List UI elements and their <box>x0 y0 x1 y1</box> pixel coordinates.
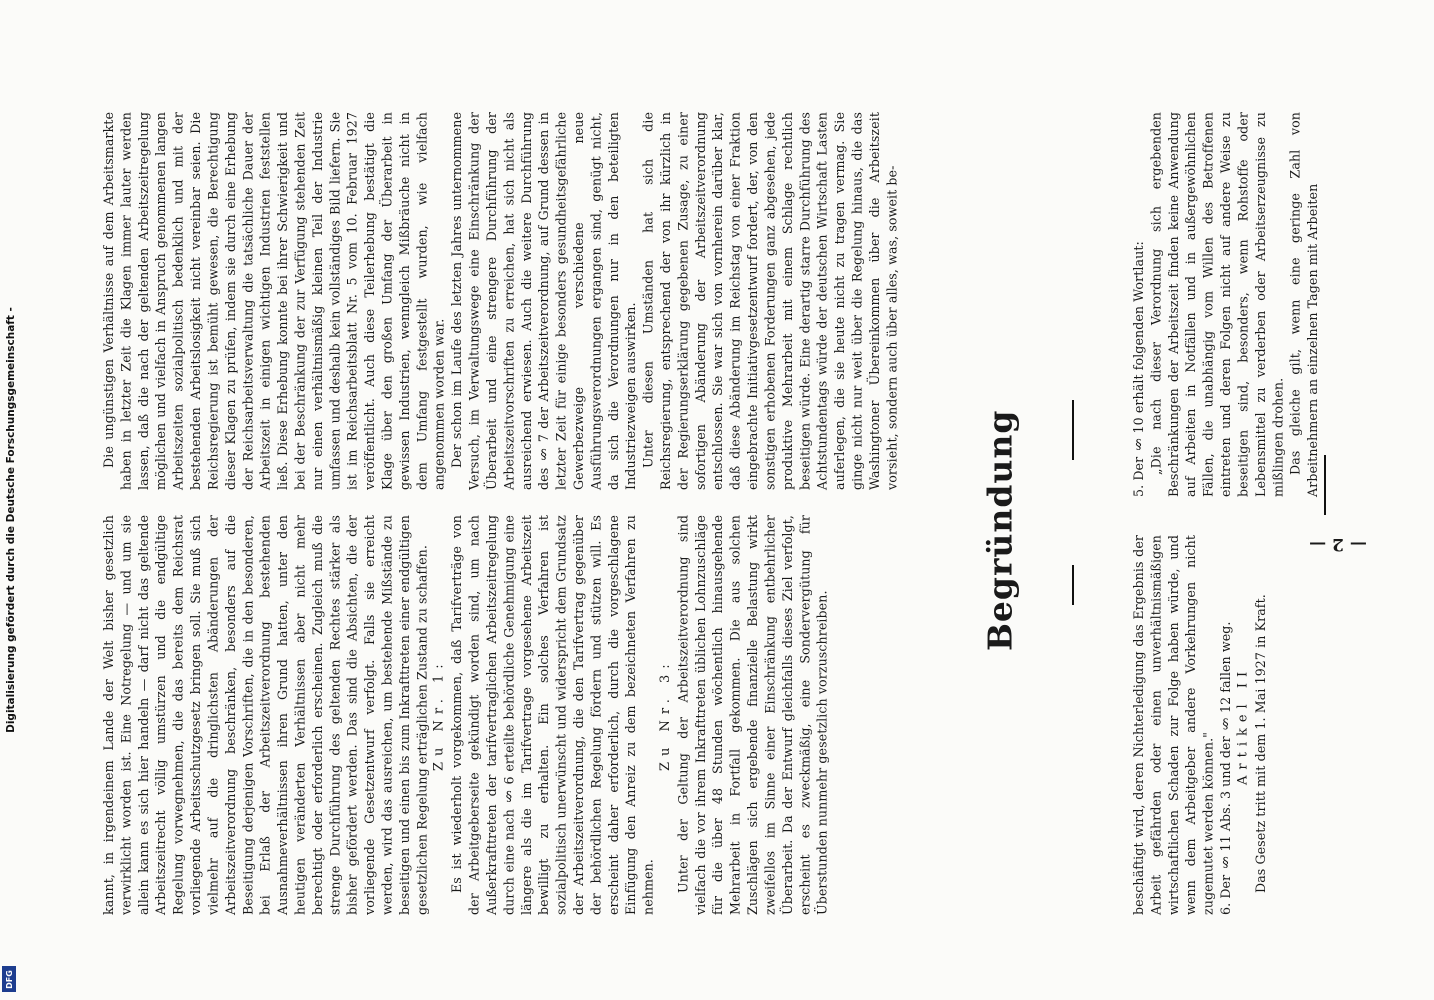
page-number-text: — 2 — <box>1309 534 1367 554</box>
paragraph: Es ist wiederholt vorgekommen, daß Tarifverträge von der Arbeitgeberseite gekündigt worden sind, um nach Außerkrafttreten der tarifvertraglichen Arbeitszeitregelung durch eine nach § 6 erteilte behördliche Genehmigung eine längere als die im Tarifvertrage vorgesehene Arbeitszeit bewilligt zu erhalten. Ein solches Verfahren ist sozialpolitisch unerwünscht und widerspricht dem Grundsatz der Arbeitszeitverordnung, die den Tarifvertrag gegenüber der behördlichen Regelung fördern und stützen will. Es erscheint daher erforderlich, durch die vorgeschlagene Einfügung den Anreiz zu dem bezeichneten Verfahren zu nehmen. <box>449 515 656 915</box>
rule-title-right <box>1072 565 1074 605</box>
paragraph: Das Gesetz tritt mit dem 1. Mai 1927 in Kraft. <box>1252 594 1268 893</box>
paragraph: 6. Der § 11 Abs. 3 und der § 12 fallen weg. <box>1218 621 1234 915</box>
paragraph: kannt, in irgendeinem Lande der Welt bisher gesetzlich verwirklicht worden ist. Eine Notregelung — und um sie allein kann es sich hier handeln — darf nicht das geltende Arbeitszeitrecht völlig umstürzen und die endgültige Regelung vorwegnehmen, die das bereits dem Reichsrat vorliegende Arbeitsschutzgesetz bringen soll. Sie muß sich vielmehr auf die dringlichsten Abänderungen der Arbeitszeitverordnung beschränken, besonders auf die Beseitigung derjenigen Vorschriften, die in den besonderen, bei Erlaß der Arbeitszeitverordnung bestehenden Ausnahmeverhältnissen ihren Grund hatten, unter den heutigen veränderten Verhältnissen aber nicht mehr berechtigt oder erforderlich erscheinen. Zugleich muß die strenge Durchführung des geltenden Rechtes stärker als bisher gefördert werden. Das sind die Absichten, die der vorliegende Gesetzentwurf verfolgt. Falls sie erreicht werden, wird das ausreichen, um bestehende Mißstände zu beseitigen und einen bis zum Inkrafttreten einer endgültigen gesetzlichen Regelung erträglichen Zustand zu schaffen. <box>101 515 430 915</box>
subheading-nr3: Zu Nr. 3: <box>658 658 673 772</box>
subheading-nr1: Zu Nr. 1: <box>431 658 447 772</box>
dfg-logo-text: DFG <box>4 969 14 989</box>
footer-strip <box>0 0 22 1000</box>
section-title: Begründung <box>980 409 1020 651</box>
rule-top <box>1324 455 1326 515</box>
rule-title-left <box>1072 400 1074 460</box>
paragraph: 5. Der § 10 erhält folgenden Wortlaut: <box>1131 241 1146 497</box>
bottom-right-column <box>100 515 960 915</box>
footer-text: Digitalisierung gefördert durch die Deutsche Forschungsgemeinschaft - <box>5 307 17 733</box>
top-left-column <box>1130 112 1321 497</box>
paragraph: Das gleiche gilt, wenn eine geringe Zahl von Arbeitnehmern an einzelnen Tagen mit Arbeiten <box>1287 112 1321 497</box>
paragraph: Die ungünstigen Verhältnisse auf dem Arbeitsmarkte haben in letzter Zeit die Klagen immer lauter werden lassen, daß die nach der geltenden Arbeitszeitregelung möglichen und vielfach in Anspruch genommenen langen Arbeitszeiten sozialpolitisch bedenklich und mit der bestehenden Arbeitslosigkeit nicht vereinbar seien. Die Reichsregierung ist bemüht gewesen, die Berechtigung dieser Klagen zu prüfen, indem sie durch eine Erhebung der Reichsarbeitsverwaltung die tatsächliche Dauer der Arbeitszeit in einigen wichtigen Industrien feststellen ließ. Diese Erhebung konnte bei ihrer Schwierigkeit und bei der Beschränkung der zur Verfügung stehenden Zeit nur einen verhältnismäßig kleinen Teil der Industrie umfassen und deshalb kein vollständiges Bild liefern. Sie ist im Reichsarbeitsblatt Nr. 5 vom 10. Februar 1927 veröffentlicht. Auch diese Teilerhebung bestätigt die Klage über den großen Umfang der Überarbeit in gewissen Industrien, wenngleich Mißbräuche nicht in dem Umfang festgestellt wurden, wie vielfach angenommen worden war. <box>101 112 447 490</box>
paragraph: „Die nach dieser Verordnung sich ergebenden Beschränkungen der Arbeitszeit finden keine Anwendung auf Arbeiten in Notfällen und in außergewöhnlichen Fällen, die unabhängig vom Willen des Betroffenen eintreten und deren Folgen nicht auf andere Weise zu beseitigen sind, besonders, wenn Rohstoffe oder Lebensmittel zu verderben oder Arbeitserzeugnisse zu mißlingen drohen. <box>1148 112 1286 497</box>
top-right-column <box>1130 535 1314 915</box>
paragraph: Der schon im Laufe des letzten Jahres unternommene Versuch, im Verwaltungswege eine Einschränkung der Überarbeit und eine strengere Durchführung der Arbeitszeitvorschriften zu erreichen, hat sich nicht als ausreichend erwiesen. Auch die weitere Durchführung des § 7 der Arbeitszeitverordnung, auf Grund dessen in letzter Zeit für einige besonders gesundheitsgefährliche Gewerbezweige verschiedene neue Ausführungsverordnungen ergangen sind, genügt nicht, da sich die Verordnungen nur in den beteiligten Industriezweigen auswirken. <box>449 112 639 490</box>
page-number <box>1308 530 1368 554</box>
paragraph: Unter diesen Umständen hat sich die Reichsregierung, entsprechend der von ihr kürzlich in der Regierungserklärung gegebenen Zusage, zu einer sofortigen Abänderung der Arbeitszeitverordnung entschlossen. Sie war sich von vornherein darüber klar, daß diese Abänderung im Reichstag von einer Fraktion eingebrachte Initiativgesetzentwurf fordert, der, von den sonstigen erhobenen Forderungen ganz abgesehen, jede produktive Mehrarbeit mit einem Schlage rechtlich beseitigen würde. Eine derartig starre Durchführung des Achtstundentags würde der deutschen Wirtschaft Lasten auferlegen, die sie heute nicht zu tragen vermag. Sie ginge nicht nur weit über die Regelung hinaus, die das Washingtoner Übereinkommen über die Arbeitszeit vorsieht, sondern auch über alles, was, soweit be- <box>640 112 900 490</box>
bottom-left-column <box>100 112 960 490</box>
paragraph: Unter der Geltung der Arbeitszeitverordnung sind vielfach die vor ihrem Inkrafttreten üblichen Lohnzuschläge für die über 48 Stunden wöchentlich hinausgehende Mehrarbeit in Fortfall gekommen. Die aus solchen Zuschlägen sich ergebende finanzielle Belastung wirkt zweifellos im Sinne einer Einschränkung entbehrlicher Überarbeit. Da der Entwurf gleichfalls dieses Ziel verfolgt, erscheint es zweckmäßig, eine Sondervergütung für Überstunden nunmehr gesetzlich vorzuschreiben. <box>675 515 830 915</box>
article-heading: Artikel II <box>1235 665 1251 785</box>
paragraph: beschäftigt wird, deren Nichterledigung das Ergebnis der Arbeit gefährden oder einen unverhältnismäßigen wirtschaftlichen Schaden zur Folge haben würde, und wenn dem Arbeitgeber andere Vorkehrungen nicht zugemutet werden können." <box>1131 535 1216 915</box>
dfg-logo <box>2 966 16 992</box>
